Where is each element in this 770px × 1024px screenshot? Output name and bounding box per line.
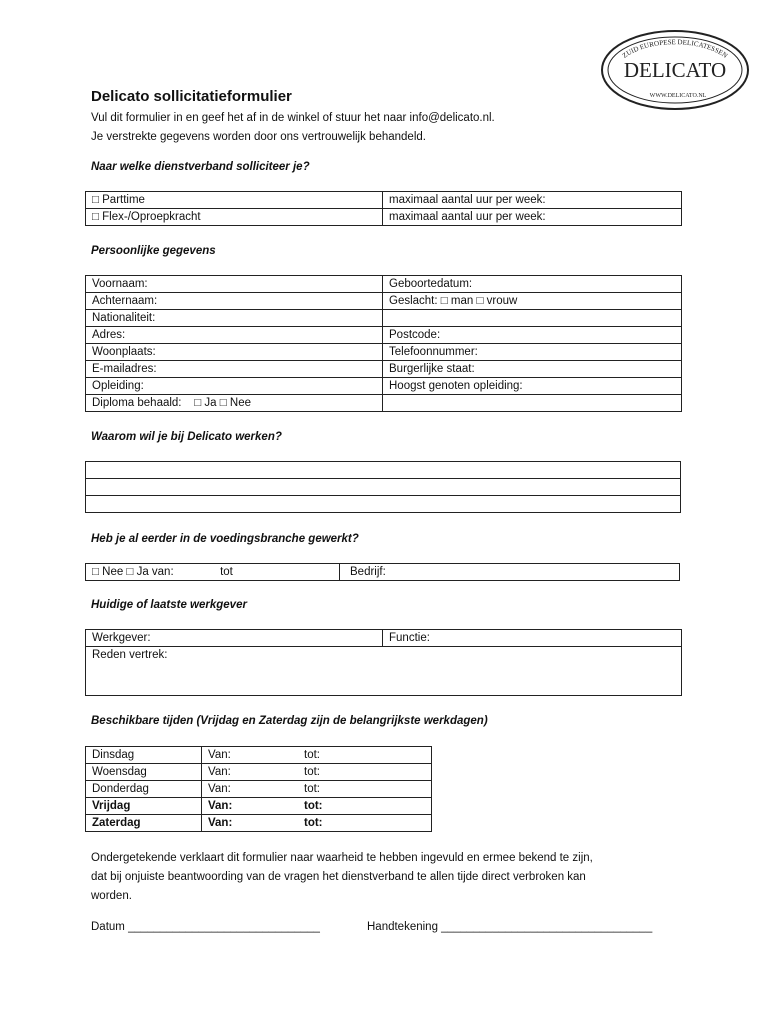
field-burgerlijke-staat[interactable]: Burgerlijke staat: [383,361,682,378]
declaration-line-1: Ondergetekende verklaart dit formulier naar waarheid te hebben ingevuld en ermee bekend te zijn, [91,852,593,864]
logo-top-text: ZUID EUROPESE DELICATESSEN [620,38,730,60]
day-dinsdag: Dinsdag [86,747,202,764]
field-geslacht[interactable]: Geslacht: □ man □ vrouw [383,293,682,310]
employment-parttime-hours[interactable]: maximaal aantal uur per week: [383,192,682,209]
table-row [86,293,682,310]
experience-period[interactable] [86,564,340,581]
table-row [86,462,681,479]
field-woonplaats[interactable]: Woonplaats: [86,344,383,361]
signature-field[interactable]: Handtekening _________________________________ [367,921,653,933]
declaration-line-3: worden. [91,890,132,902]
table-row [86,361,682,378]
employment-parttime[interactable]: □ Parttime [86,192,383,209]
field-adres[interactable]: Adres: [86,327,383,344]
motivation-line[interactable] [86,496,681,513]
field-werkgever[interactable]: Werkgever: [86,630,383,647]
table-row [86,781,432,798]
employment-flex-hours[interactable]: maximaal aantal uur per week: [383,209,682,226]
employment-flex[interactable]: □ Flex-/Oproepkracht [86,209,383,226]
day-woensdag: Woensdag [86,764,202,781]
experience-company[interactable]: Bedrijf: [340,564,680,581]
field-postcode[interactable]: Postcode: [383,327,682,344]
time-from: Van: [208,766,231,778]
table-row [86,764,432,781]
field-diploma-behaald[interactable]: Diploma behaald: □ Ja □ Nee [86,395,383,412]
time-from: Van: [208,800,233,812]
table-row [86,344,682,361]
experience-choice: □ Nee □ Ja van: [92,566,174,578]
declaration-line-2: dat bij onjuiste beantwoording van de vragen het dienstverband te allen tijde direct verbroken kan [91,871,586,883]
time-dinsdag[interactable] [202,747,432,764]
field-telefoonnummer[interactable]: Telefoonnummer: [383,344,682,361]
intro-line-2: Je verstrekte gegevens worden door ons vertrouwelijk behandeld. [91,131,426,143]
table-row [86,815,432,832]
employer-heading: Huidige of laatste werkgever [91,599,247,611]
field-voornaam[interactable]: Voornaam: [86,276,383,293]
time-from: Van: [208,817,233,829]
logo-brand: DELICATO [623,58,727,82]
time-from: Van: [208,749,231,761]
personal-heading: Persoonlijke gegevens [91,245,216,257]
field-achternaam[interactable]: Achternaam: [86,293,383,310]
table-row [86,395,682,412]
employment-heading: Naar welke dienstverband solliciteer je? [91,161,310,173]
availability-table [85,746,432,832]
table-row [86,747,432,764]
experience-heading: Heb je al eerder in de voedingsbranche gewerkt? [91,533,359,545]
table-row [86,192,682,209]
time-donderdag[interactable] [202,781,432,798]
experience-until: tot [220,566,233,578]
time-to: tot: [304,749,320,761]
employer-table [85,629,682,696]
motivation-heading: Waarom wil je bij Delicato werken? [91,431,282,443]
logo-website: WWW.DELICATO.NL [649,93,707,99]
time-to: tot: [304,800,323,812]
field-reden-vertrek[interactable]: Reden vertrek: [86,647,682,696]
field-empty [383,395,682,412]
table-row [86,276,682,293]
delicato-logo [600,29,750,111]
table-row [86,209,682,226]
table-row [86,630,682,647]
day-zaterdag: Zaterdag [86,815,202,832]
table-row [86,378,682,395]
table-row [86,564,680,581]
field-hoogst-genoten-opleiding[interactable]: Hoogst genoten opleiding: [383,378,682,395]
motivation-table [85,461,681,513]
table-row [86,327,682,344]
field-functie[interactable]: Functie: [383,630,682,647]
motivation-line[interactable] [86,462,681,479]
table-row [86,496,681,513]
field-empty [383,310,682,327]
field-opleiding[interactable]: Opleiding: [86,378,383,395]
time-vrijdag[interactable] [202,798,432,815]
motivation-line[interactable] [86,479,681,496]
field-emailadres[interactable]: E-mailadres: [86,361,383,378]
time-from: Van: [208,783,231,795]
page-title: Delicato sollicitatieformulier [91,88,292,105]
table-row [86,479,681,496]
field-nationaliteit[interactable]: Nationaliteit: [86,310,383,327]
date-field[interactable]: Datum ______________________________ [91,921,320,933]
field-geboortedatum[interactable]: Geboortedatum: [383,276,682,293]
intro-line-1: Vul dit formulier in en geef het af in de winkel of stuur het naar info@delicato.nl. [91,112,495,124]
availability-heading: Beschikbare tijden (Vrijdag en Zaterdag zijn de belangrijkste werkdagen) [91,715,488,727]
table-row [86,310,682,327]
personal-table [85,275,682,412]
time-to: tot: [304,766,320,778]
time-to: tot: [304,817,323,829]
table-row [86,647,682,696]
employment-table [85,191,682,226]
table-row [86,798,432,815]
time-zaterdag[interactable] [202,815,432,832]
day-vrijdag: Vrijdag [86,798,202,815]
time-to: tot: [304,783,320,795]
experience-table [85,563,680,581]
time-woensdag[interactable] [202,764,432,781]
day-donderdag: Donderdag [86,781,202,798]
